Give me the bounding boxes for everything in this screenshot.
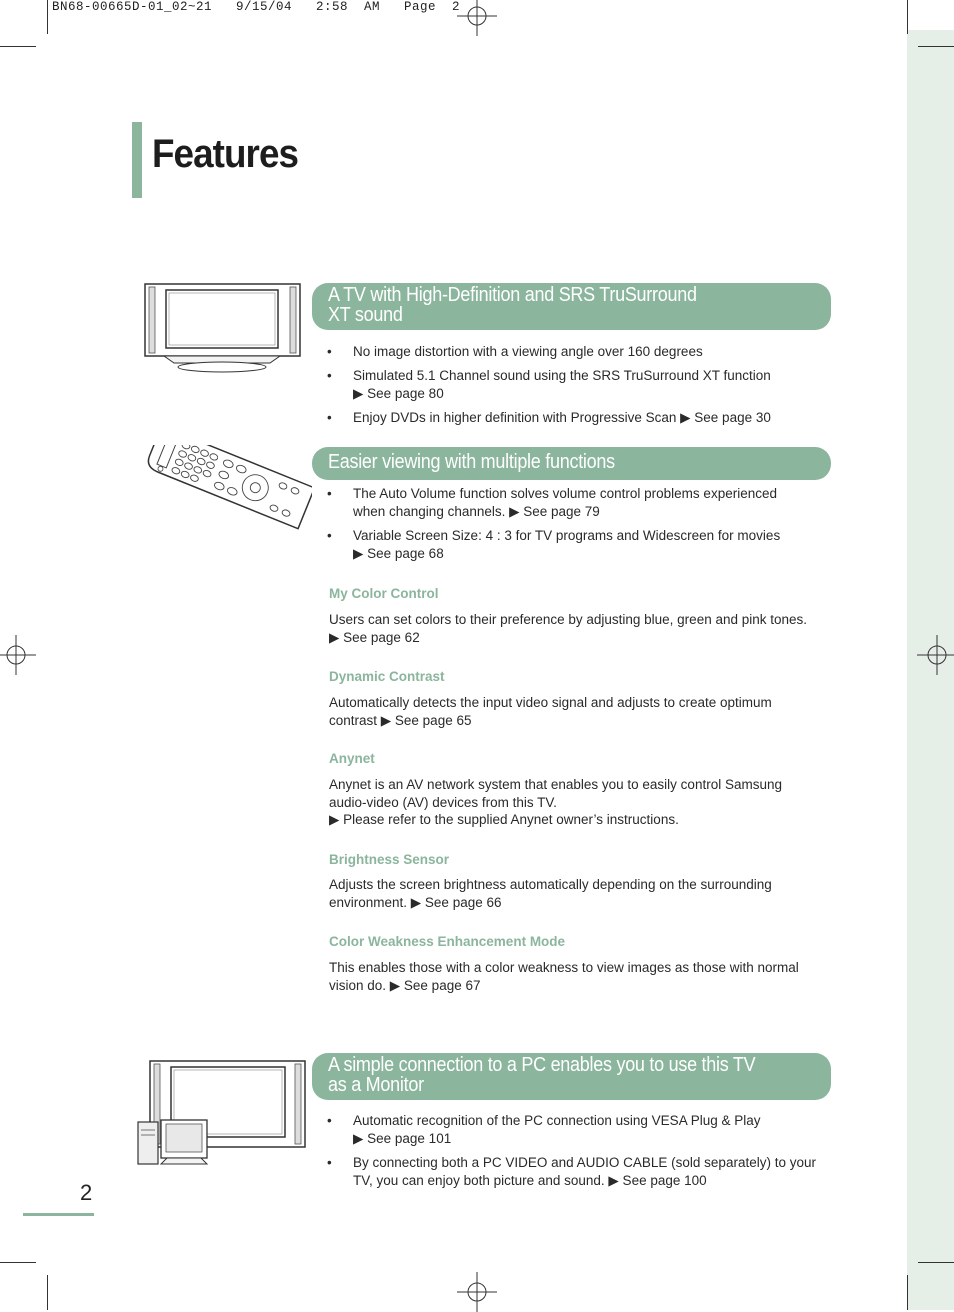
section-banner — [312, 1053, 831, 1100]
crop-mark — [47, 1275, 48, 1310]
bullet-list — [327, 1112, 827, 1196]
section-banner-text: A simple connection to a PC enables you to use this TV as a Monitor — [328, 1054, 756, 1096]
section-banner — [312, 283, 831, 330]
crop-mark — [918, 46, 954, 47]
feature-title: My Color Control — [329, 586, 439, 601]
section-banner-text: A TV with High-Definition and SRS TruSurround XT sound — [328, 284, 697, 326]
list-item: • Enjoy DVDs in higher definition with Progressive Scan ▶ See page 30 — [327, 409, 827, 427]
tv-with-pc-illustration — [137, 1060, 307, 1168]
crop-mark — [907, 1275, 908, 1310]
list-item: • Simulated 5.1 Channel sound using the SRS TruSurround XT function ▶ See page 80 — [327, 367, 827, 403]
title-accent-bar — [132, 122, 142, 198]
feature-title: Dynamic Contrast — [329, 669, 445, 684]
crop-mark — [918, 1262, 954, 1263]
remote-control-illustration — [130, 445, 312, 545]
feature-text: Automatically detects the input video signal and adjusts to create optimum contrast ▶ See page 65 — [329, 695, 772, 728]
bullet-list — [327, 485, 827, 569]
feature-title: Color Weakness Enhancement Mode — [329, 934, 566, 949]
page-title: Features — [152, 132, 299, 176]
crop-mark — [0, 46, 36, 47]
feature-title: Anynet — [329, 751, 375, 766]
feature-text: Users can set colors to their preference by adjusting blue, green and pink tones. ▶ See page 62 — [329, 612, 808, 645]
bullet-list — [327, 343, 827, 433]
list-item: • No image distortion with a viewing angle over 160 degrees — [327, 343, 827, 361]
print-header: BN68-00665D-01_02~21 9/15/04 2:58 AM Page 2 — [52, 0, 461, 14]
section-banner-text: Easier viewing with multiple functions — [328, 451, 615, 473]
feature-text: Adjusts the screen brightness automatically depending on the surrounding environment. ▶ See page 66 — [329, 877, 772, 910]
crop-mark — [907, 0, 908, 34]
feature-text: Anynet is an AV network system that enables you to easily control Samsung audio-video (AV) devices from this TV. ▶ Please refer to the supplied Anynet owner’s instructions. — [329, 777, 782, 827]
registration-mark-icon — [0, 635, 36, 675]
crop-mark — [47, 0, 48, 34]
feature-title: Brightness Sensor — [329, 852, 450, 867]
crop-mark — [0, 1262, 36, 1263]
list-item: • Automatic recognition of the PC connection using VESA Plug & Play ▶ See page 101 — [327, 1112, 827, 1148]
list-item: • By connecting both a PC VIDEO and AUDIO CABLE (sold separately) to your TV, you can enjoy both picture and sound. ▶ See page 100 — [327, 1154, 827, 1190]
registration-mark-icon — [457, 0, 497, 36]
feature-text: This enables those with a color weakness to view images as those with normal vision do. ▶ See page 67 — [329, 960, 799, 993]
page-number: 2 — [80, 1180, 93, 1205]
registration-mark-icon — [457, 1272, 497, 1312]
tv-illustration — [144, 283, 302, 375]
registration-mark-icon — [917, 635, 954, 675]
list-item: • Variable Screen Size: 4 : 3 for TV programs and Widescreen for movies ▶ See page 68 — [327, 527, 827, 563]
section-banner — [312, 447, 831, 480]
page-number-rule — [23, 1213, 94, 1216]
list-item: • The Auto Volume function solves volume control problems experienced when changing channels. ▶ See page 79 — [327, 485, 827, 521]
